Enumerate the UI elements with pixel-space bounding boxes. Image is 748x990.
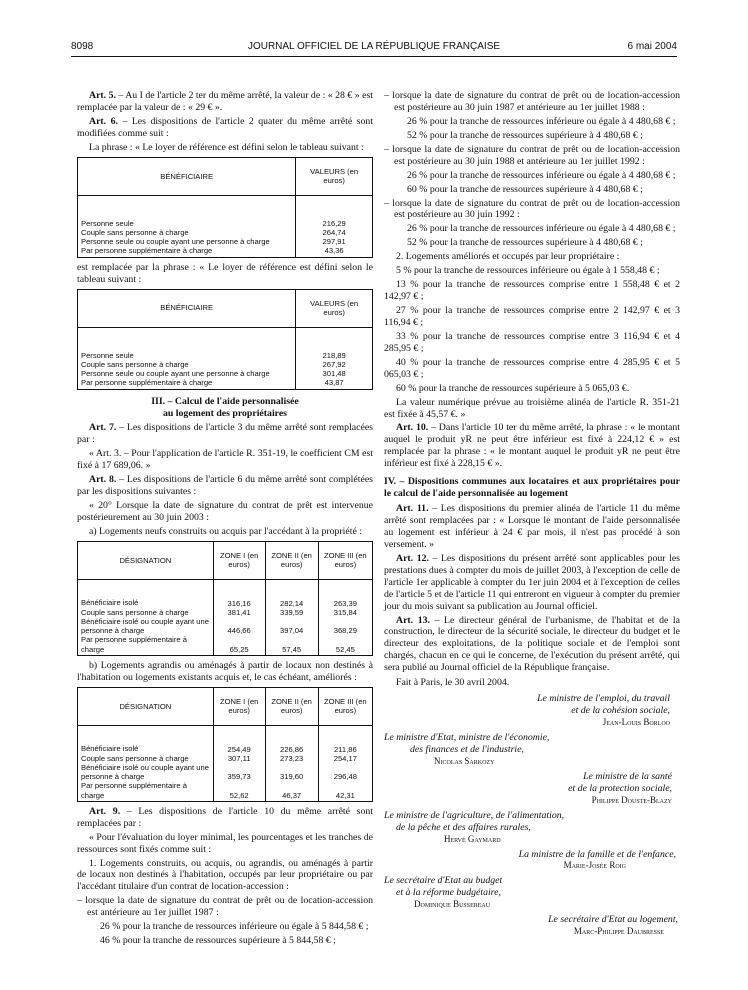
article-9: Art. 9. – Les dispositions de l'article 10 du même arrêté sont remplacées par :: [77, 805, 374, 829]
signatory-name: Jean-Louis Borloo: [602, 717, 670, 727]
row-value: 211,86: [334, 744, 357, 754]
row-value: 316,16: [227, 598, 251, 608]
row-value: 301,48: [322, 369, 346, 379]
article-7: Art. 7. – Les dispositions de l'article 3 du même arrêté sont remplacées par :: [77, 422, 373, 446]
label-cell: [78, 725, 214, 801]
row-label: Par personne supplémentaire à charge: [81, 378, 213, 388]
signatory-name: Philippe Douste-Blazy: [591, 794, 672, 805]
row-value: 273,23: [280, 754, 304, 763]
row-label: Couple sans personne à charge: [81, 607, 189, 617]
improved-housing: 2. Logements améliorés et occupés par leur propriétaire :: [396, 251, 620, 263]
tranche-period: – lorsque la date de signature du contrat de prêt ou de location-accession est postérieure au 30 juin 1992 :: [384, 197, 680, 221]
row-label: Bénéficiaire isolé ou couple ayant une personne à charge: [81, 762, 209, 781]
row-value: 368,29: [333, 626, 357, 636]
article-8-b: b) Logements agrandis ou aménagés à partir de locaux non destinés à l'habitation ou logements existants acquis et, le cas échéant, améliorés :: [77, 659, 373, 683]
zone-table-existing: [77, 687, 373, 802]
signature-block: Le ministre d'Etat, ministre de l'économie, des finances et de l'industrie, Nicolas Sarkozy: [384, 732, 680, 767]
section-heading: IV. – Dispositions communes aux locataires et aux propriétaires pour le calcul de l'aide personnalisée au logement: [384, 476, 680, 500]
page-number: 8098: [71, 41, 94, 52]
row-label: Couple sans personne à charge: [81, 227, 189, 237]
row-value: 381,41: [227, 608, 251, 618]
signatory-name: Marc-Philippe Daubresse: [573, 926, 664, 937]
row-label: Bénéficiaire isolé: [81, 744, 139, 754]
row-value: 216,29: [322, 218, 346, 228]
row-value: 319,60: [280, 772, 304, 782]
issue-date: 6 mai 2004: [627, 41, 677, 52]
left-column: [77, 90, 373, 949]
phrase-after: est remplacée par la phrase : « Le loyer de référence est défini selon le tableau suivant :: [77, 261, 373, 285]
row-label: Par personne supplémentaire à charge: [81, 246, 213, 256]
article-12: Art. 12. – Les dispositions du présent arrêté sont applicables pour les prestations dues à compter du mois de juillet 2003, à l'exception de celle de l'article 1er applicable à compter du 1er juin 2004 et à l'exception de celles de l'article 5 et de l'article 11 qui entreront en vigueur à compter du premier jour du mois suivant sa publication au Journal officiel.: [384, 552, 680, 612]
row-value: 397,04: [280, 626, 304, 636]
rent-table-old: [77, 157, 373, 258]
article-10: Art. 10. – Dans l'article 10 ter du même arrêté, la phrase : « le montant auquel le produit yR ne peut être inférieur est fixé à 224,12 € » est remplacée par la phrase : « le montant auquel le produit yR ne peut être inférieur est fixé à 228,15 € ».: [384, 422, 680, 470]
row-label: Personne seule ou couple ayant une personne à charge: [81, 237, 270, 247]
row-value: 43,36: [324, 246, 344, 256]
row-value: 263,39: [333, 598, 357, 608]
row-value: 218,89: [322, 350, 346, 360]
tranche-period: – lorsque la date de signature du contrat de prêt ou de location-accession est postérieure au 30 juin 1988 et antérieure au 1er juillet 1992 :: [384, 143, 680, 167]
tranche-line: 26 % pour la tranche de ressources inférieure ou égale à 4 480,68 € ;: [407, 223, 676, 235]
row-value: 226,86: [280, 744, 304, 754]
row-value: 254,17: [333, 754, 357, 763]
row-value: 297,91: [322, 237, 346, 247]
table-header: ZONE I (en euros): [213, 687, 265, 725]
signatory-name: Hervé Gaymard: [444, 833, 501, 844]
signature-block: Le secrétaire d'Etat au budget et à la réforme budgétaire, Dominique Bussereau: [384, 875, 680, 910]
row-value: 52,62: [229, 790, 249, 800]
tranche-line: 60 % pour la tranche de ressources supérieure à 4 480,68 € ;: [407, 183, 643, 195]
tranche-line: 26 % pour la tranche de ressources inférieure ou égale à 4 480,68 € ;: [407, 115, 676, 127]
article-9-p3: – lorsque la date de signature du contrat de prêt ou de location-accession est antérieure au 1er juillet 1987 :: [77, 895, 373, 919]
tranche-line: 60 % pour la tranche de ressources supérieure à 5 065,03 €.: [396, 382, 630, 394]
article-9-p4: 26 % pour la tranche de ressources inférieure ou égale à 5 844,58 € ;: [100, 921, 369, 933]
row-label: Personne seule ou couple ayant une personne à charge: [81, 369, 270, 379]
section-heading: III. – Calcul de l'aide personnalisée au logement des propriétaires: [151, 395, 299, 419]
article-13: Art. 13. – Le directeur général de l'urbanisme, de l'habitat et de la construction, le directeur de la sécurité sociale, le directeur du budget et le directeur des exploitations, de la politique sociale et de l'emploi sont chargés, chacun en ce qui le concerne, de l'exécution du présent arrêté, qui sera publié au Journal officiel de la République française.: [384, 614, 680, 674]
table-header: DÉSIGNATION: [78, 687, 214, 725]
tranche-line: 52 % pour la tranche de ressources supérieure à 4 480,68 € ;: [407, 237, 643, 249]
row-value: 359,73: [227, 772, 251, 782]
zone-1-cell: [213, 725, 265, 801]
row-value: 296,48: [333, 772, 357, 782]
table-header: DÉSIGNATION: [78, 541, 214, 579]
tranche-line: 26 % pour la tranche de ressources inférieure ou égale à 4 480,68 € ;: [407, 169, 676, 181]
zone-1-cell: [213, 579, 265, 655]
article-6: Art. 6. – Les dispositions de l'article 2 quater du même arrêté sont modifiées comme suit :: [77, 115, 373, 139]
label-cell: [78, 327, 296, 389]
article-9-p1: « Pour l'évaluation du loyer minimal, les pourcentages et les tranches de ressources sont fixés comme suit :: [77, 831, 373, 855]
row-value: 264,74: [322, 227, 346, 237]
article-11: Art. 11. – Les dispositions du premier alinéa de l'article 11 du même arrêté sont remplacées par : « Lorsque le montant de l'aide personnalisée au logement est inférieur à 24 € par mois, il n'est pas procédé à son versement. »: [384, 503, 680, 550]
tranche-period: – lorsque la date de signature du contrat de prêt ou de location-accession est postérieure au 30 juin 1987 et antérieure au 1er juillet 1988 :: [384, 90, 680, 113]
article-8-a: a) Logements neufs construits ou acquis par l'accédant à la propriété :: [89, 525, 362, 537]
article-9-p2: 1. Logements construits, ou acquis, ou agrandis, ou aménagés à partir de locaux non destinés à l'habitation, occupés par leur propriétaire ou par l'accédant titulaire d'un contrat de location-accession :: [77, 857, 373, 893]
zone-3-cell: [318, 725, 372, 801]
tranche-line: 40 % pour la tranche de ressources comprise entre 4 285,95 € et 5 065,03 € ;: [384, 356, 680, 380]
row-value: 339,59: [280, 608, 304, 618]
row-label: Bénéficiaire isolé ou couple ayant une personne à charge: [81, 616, 209, 636]
page-header: [71, 41, 677, 55]
signing-place-date: Fait à Paris, le 30 avril 2004.: [396, 677, 510, 689]
table-header: ZONE I (en euros): [213, 541, 265, 579]
row-value: 42,31: [335, 790, 355, 800]
row-label: Bénéficiaire isolé: [81, 598, 139, 608]
tranche-line: 27 % pour la tranche de ressources comprise entre 2 142,97 € et 3 116,94 € ;: [384, 305, 680, 328]
numeric-value: La valeur numérique prévue au troisième alinéa de l'article R. 351-21 est fixée à 45,57 €. »: [384, 396, 680, 420]
signatory-name: Marie-Josée Roig: [563, 860, 626, 871]
tranche-line: 5 % pour la tranche de ressources inférieure ou égale à 1 558,48 € ;: [396, 265, 660, 277]
zone-table-new: [77, 541, 373, 656]
table-header: VALEURS (en euros): [296, 157, 373, 195]
table-header: BÉNÉFICIAIRE: [78, 157, 296, 195]
table-header: ZONE II (en euros): [265, 687, 318, 725]
zone-3-cell: [318, 579, 372, 655]
row-value: 43,87: [324, 378, 344, 388]
row-value: 315,84: [333, 608, 357, 618]
table-header: ZONE III (en euros): [318, 541, 372, 579]
row-value: 254,49: [227, 744, 251, 754]
table-header: ZONE II (en euros): [265, 541, 318, 579]
article-5: Art. 5. – Au I de l'article 2 ter du même arrêté, la valeur de : « 28 € » est remplacée par la valeur de : « 29 € ».: [77, 90, 374, 113]
phrase-before: La phrase : « Le loyer de référence est défini selon le tableau suivant :: [89, 141, 364, 153]
row-value: 57,45: [282, 644, 302, 654]
article-9-p5: 46 % pour la tranche de ressources supérieure à 5 844,58 € ;: [100, 935, 336, 947]
row-label: Couple sans personne à charge: [81, 753, 189, 763]
right-column: [384, 90, 680, 937]
signatory-name: Dominique Bussereau: [414, 899, 491, 910]
row-label: Personne seule: [81, 218, 134, 228]
table-header: VALEURS (en euros): [296, 289, 373, 327]
signature-block: Le ministre de l'agriculture, de l'alimentation, de la pêche et des affaires rurales, Hervé Gaymard: [384, 810, 680, 845]
row-label: Couple sans personne à charge: [81, 359, 189, 369]
value-cell: [296, 195, 373, 257]
zone-2-cell: [265, 579, 318, 655]
zone-2-cell: [265, 725, 318, 801]
label-cell: [78, 195, 296, 257]
row-label: Par personne supplémentaire à charge: [81, 781, 187, 800]
tranche-line: 13 % pour la tranche de ressources comprise entre 1 558,48 € et 2 142,97 € ;: [384, 279, 680, 303]
row-value: 52,45: [335, 644, 355, 654]
article-8: Art. 8. – Les dispositions de l'article 6 du même arrêté sont complétées par les dispositions suivantes :: [77, 474, 373, 498]
table-header: ZONE III (en euros): [318, 687, 372, 725]
signatory-name: Nicolas Sarkozy: [434, 755, 495, 766]
signature-block: Le secrétaire d'Etat au logement, Marc-Philippe Daubresse: [384, 914, 680, 937]
row-value: 65,25: [229, 644, 249, 654]
signature-block: Le ministre de la santé et de la protection sociale, Philippe Douste-Blazy: [384, 771, 680, 806]
row-value: 307,11: [227, 754, 251, 763]
article-7-quote: « Art. 3. – Pour l'application de l'article R. 351-19, le coefficient CM est fixé à 17 689,06. »: [77, 448, 373, 472]
label-cell: [78, 579, 214, 655]
row-label: Personne seule: [81, 350, 134, 360]
row-value: 46,37: [282, 790, 302, 800]
journal-title: JOURNAL OFFICIEL DE LA RÉPUBLIQUE FRANÇAISE: [247, 41, 501, 52]
rent-table-new: [77, 289, 373, 390]
tranche-line: 33 % pour la tranche de ressources comprise entre 3 116,94 € et 4 285,95 € ;: [384, 330, 680, 354]
table-header: BÉNÉFICIAIRE: [78, 289, 296, 327]
value-cell: [296, 327, 373, 389]
row-value: 282,14: [280, 598, 304, 608]
row-label: Par personne supplémentaire à charge: [81, 635, 187, 654]
tranche-line: 52 % pour la tranche de ressources supérieure à 4 480,68 € ;: [407, 129, 643, 141]
row-value: 446,66: [227, 626, 251, 636]
signature-block: La ministre de la famille et de l'enfance, Marie-Josée Roig: [384, 849, 680, 872]
row-value: 267,92: [322, 359, 346, 369]
signature-block: Le ministre de l'emploi, du travail et de la cohésion sociale, Jean-Louis Borloo: [384, 693, 680, 728]
article-8-para: « 20° Lorsque la date de signature du contrat de prêt est intervenue postérieurement au 30 juin 2003 :: [77, 500, 373, 523]
header-rule: [71, 56, 677, 57]
